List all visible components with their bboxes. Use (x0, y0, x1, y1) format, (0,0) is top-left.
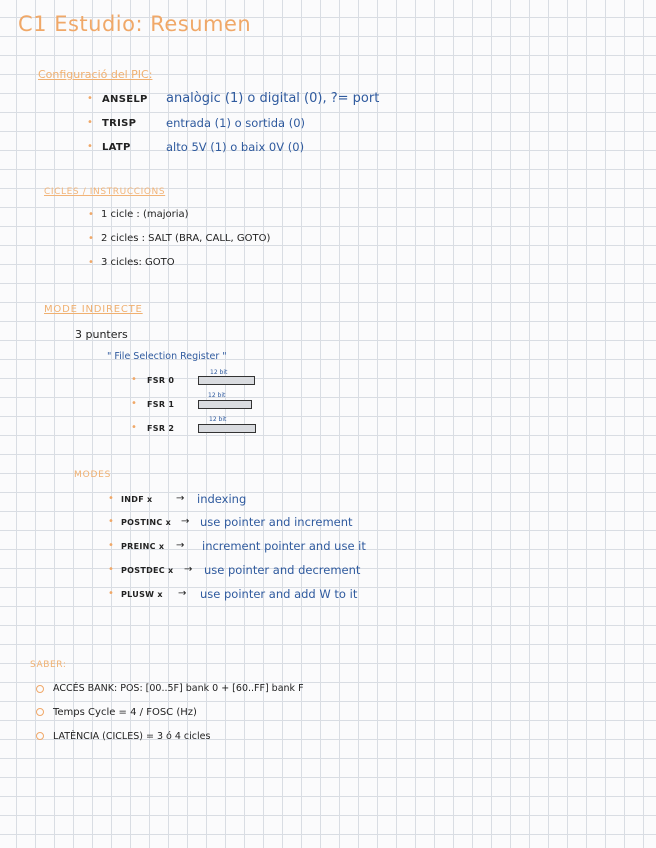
saber-item: Temps Cycle = 4 / FOSC (Hz) (53, 707, 197, 718)
saber-item: ACCÉS BANK: POS: [00..5F] bank 0 + [60..FF] bank F (53, 683, 304, 694)
fsr-label: " File Selection Register " (107, 351, 227, 362)
register-name: FSR 2 (147, 424, 175, 433)
bullet-icon: • (87, 93, 93, 104)
config-key: LATP (102, 142, 131, 153)
bullet-icon: • (88, 257, 94, 268)
bullet-icon: • (108, 588, 114, 599)
bullet-icon: • (131, 422, 137, 433)
register-bits: 12 bit (210, 369, 228, 376)
bullet-icon: • (88, 209, 94, 220)
cicle-item: 1 cicle : (majoria) (101, 209, 189, 220)
cicle-item: 2 cicles : SALT (BRA, CALL, GOTO) (101, 233, 271, 244)
mode-value: use pointer and decrement (204, 563, 361, 577)
cicle-item: 3 cicles: GOTO (101, 257, 175, 268)
saber-item: LATÈNCIA (CICLES) = 3 ó 4 cicles (53, 731, 211, 742)
bullet-icon: • (131, 398, 137, 409)
bullet-icon: • (88, 233, 94, 244)
bullet-icon: • (87, 141, 93, 152)
mode-key: PLUSW x (121, 590, 163, 599)
mode-value: use pointer and add W to it (200, 587, 358, 601)
circle-bullet-icon (36, 732, 44, 740)
register-bar (198, 424, 256, 433)
config-heading: Configuració del PIC: (38, 68, 153, 81)
register-name: FSR 0 (147, 376, 175, 385)
arrow-icon: → (176, 540, 185, 551)
mode-key: POSTINC x (121, 518, 172, 527)
mode-key: POSTDEC x (121, 566, 174, 575)
bullet-icon: • (108, 516, 114, 527)
mode-heading: MODE INDIRECTE (44, 304, 143, 315)
arrow-icon: → (176, 493, 185, 504)
mode-value: indexing (197, 492, 247, 506)
page-title: C1 Estudio: Resumen (18, 12, 252, 36)
bullet-icon: • (87, 117, 93, 128)
punters-label: 3 punters (75, 328, 128, 341)
register-name: FSR 1 (147, 400, 175, 409)
circle-bullet-icon (36, 708, 44, 716)
bullet-icon: • (131, 374, 137, 385)
register-bits: 12 bit (209, 416, 227, 423)
config-value: analògic (1) o digital (0), ?= port (166, 91, 380, 106)
cicles-heading: CICLES / INSTRUCCIONS (44, 187, 166, 197)
config-key: TRISP (102, 118, 137, 129)
mode-key: INDF x (121, 495, 153, 504)
arrow-icon: → (184, 564, 193, 575)
arrow-icon: → (181, 516, 190, 527)
config-key: ANSELP (102, 94, 148, 105)
config-value: entrada (1) o sortida (0) (166, 116, 306, 130)
bullet-icon: • (108, 493, 114, 504)
bullet-icon: • (108, 564, 114, 575)
register-bar (198, 376, 255, 385)
mode-value: use pointer and increment (200, 515, 353, 529)
arrow-icon: → (178, 588, 187, 599)
modes-heading: MODES (74, 470, 112, 480)
bullet-icon: • (108, 540, 114, 551)
circle-bullet-icon (36, 685, 44, 693)
mode-key: PREINC x (121, 542, 165, 551)
register-bits: 12 bit (208, 392, 226, 399)
config-value: alto 5V (1) o baix 0V (0) (166, 140, 305, 154)
register-bar (198, 400, 252, 409)
saber-heading: SABER: (30, 660, 67, 670)
mode-value: increment pointer and use it (202, 539, 366, 553)
